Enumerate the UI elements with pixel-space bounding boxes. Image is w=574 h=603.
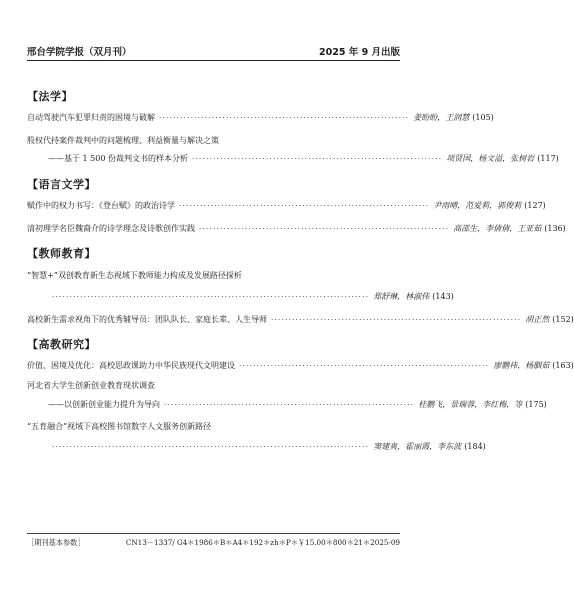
article-title[interactable]: 河北省大学生创新创业教育现状调查 xyxy=(27,381,155,390)
section-heading-teacher-education: 【教师教育】 xyxy=(27,247,96,260)
article-authors: 廖鹏祎，杨胭茹 xyxy=(493,361,550,370)
article-title[interactable]: “智慧+”双创教育新生态视域下教师能力构成及发展路径探析 xyxy=(27,271,242,280)
header-divider xyxy=(27,60,400,61)
article-page: (175) xyxy=(525,400,547,409)
article-title: 价值、困境及优化：高校思政课助力中华民族现代文明建设 xyxy=(27,361,235,370)
leader-dots: ·························································································· xyxy=(52,442,370,451)
parameters-value: CN13－1337/ G4＊1986＊B＊A4＊192＊zh＊P＊￥15.00＊800＊21＊2025-09 xyxy=(125,538,400,547)
toc-entry[interactable] xyxy=(27,313,574,326)
article-page: (117) xyxy=(537,154,559,163)
leader-dots: ·························································································· xyxy=(52,292,370,301)
article-subtitle: ——以创新创业能力提升为导向 xyxy=(48,400,160,409)
article-title: 自动驾驶汽车犯罪归责的困境与破解 xyxy=(27,113,155,122)
article-page: (184) xyxy=(464,442,486,451)
article-authors: 窦建爽，霍丽霞，李东波 xyxy=(373,442,462,451)
toc-entry[interactable] xyxy=(48,440,486,453)
page-header xyxy=(27,44,400,58)
article-title[interactable]: 股权代持案件裁判中的问题梳理、利益衡量与解决之策 xyxy=(27,136,219,145)
article-authors: 项贤国，杨文溢，张树岩 xyxy=(446,154,535,163)
toc-entry[interactable] xyxy=(27,222,566,235)
section-heading-literature: 【语言文学】 xyxy=(27,178,96,191)
toc-entry[interactable] xyxy=(27,199,546,212)
leader-dots: ······································································· xyxy=(192,154,443,163)
article-page: (136) xyxy=(544,224,566,233)
article-authors: 尹雨晴，范爱莉，郭俊莉 xyxy=(433,201,522,210)
article-page: (163) xyxy=(552,361,574,370)
leader-dots: ······································································· xyxy=(164,400,415,409)
article-page: (152) xyxy=(552,315,574,324)
article-title: 清初理学名臣魏裔介的诗学理念及诗歌创作实践 xyxy=(27,224,195,233)
article-authors: 郑舒琳，林淑伟 xyxy=(373,292,430,301)
toc-entry[interactable] xyxy=(48,398,547,411)
section-heading-law: 【法学】 xyxy=(27,90,73,103)
article-title[interactable]: “五育融合”视域下高校图书馆数字人文服务创新路径 xyxy=(27,422,212,431)
footer-divider xyxy=(27,533,400,534)
leader-dots: ······································································· xyxy=(179,201,430,210)
article-subtitle: ——基于 1 500 份裁判文书的样本分析 xyxy=(48,154,188,163)
article-page: (143) xyxy=(432,292,454,301)
article-title: 赋作中的权力书写：《登台赋》的政治诗学 xyxy=(27,201,175,210)
toc-entry[interactable] xyxy=(48,152,559,165)
leader-dots: ······································································· xyxy=(271,315,522,324)
article-page: (105) xyxy=(472,113,494,122)
journal-title: 邢台学院学报（双月刊） xyxy=(27,47,132,58)
toc-entry[interactable] xyxy=(27,359,574,372)
article-authors: 胡正然 xyxy=(525,315,550,324)
issue-date: 2025 年 9 月出版 xyxy=(319,47,400,58)
leader-dots: ······································································· xyxy=(239,361,490,370)
article-page: (127) xyxy=(524,201,546,210)
article-authors: 高邵生，李倩倩，王亚茹 xyxy=(453,224,542,233)
journal-parameters xyxy=(27,537,400,549)
article-authors: 姜盼盼，王润慧 xyxy=(413,113,470,122)
article-authors: 桂鹏飞，景瑞蓉，李红梅，等 xyxy=(418,400,523,409)
leader-dots: ······································································· xyxy=(199,224,450,233)
section-heading-higher-education: 【高教研究】 xyxy=(27,338,96,351)
parameters-label: ［期刊基本参数］ xyxy=(27,538,85,547)
leader-dots: ······································································· xyxy=(159,113,410,122)
toc-entry[interactable] xyxy=(27,111,494,124)
article-title: 高校新生需求视角下的优秀辅导员：团队队长、家庭长辈、人生导师 xyxy=(27,315,267,324)
toc-entry[interactable] xyxy=(48,290,454,303)
